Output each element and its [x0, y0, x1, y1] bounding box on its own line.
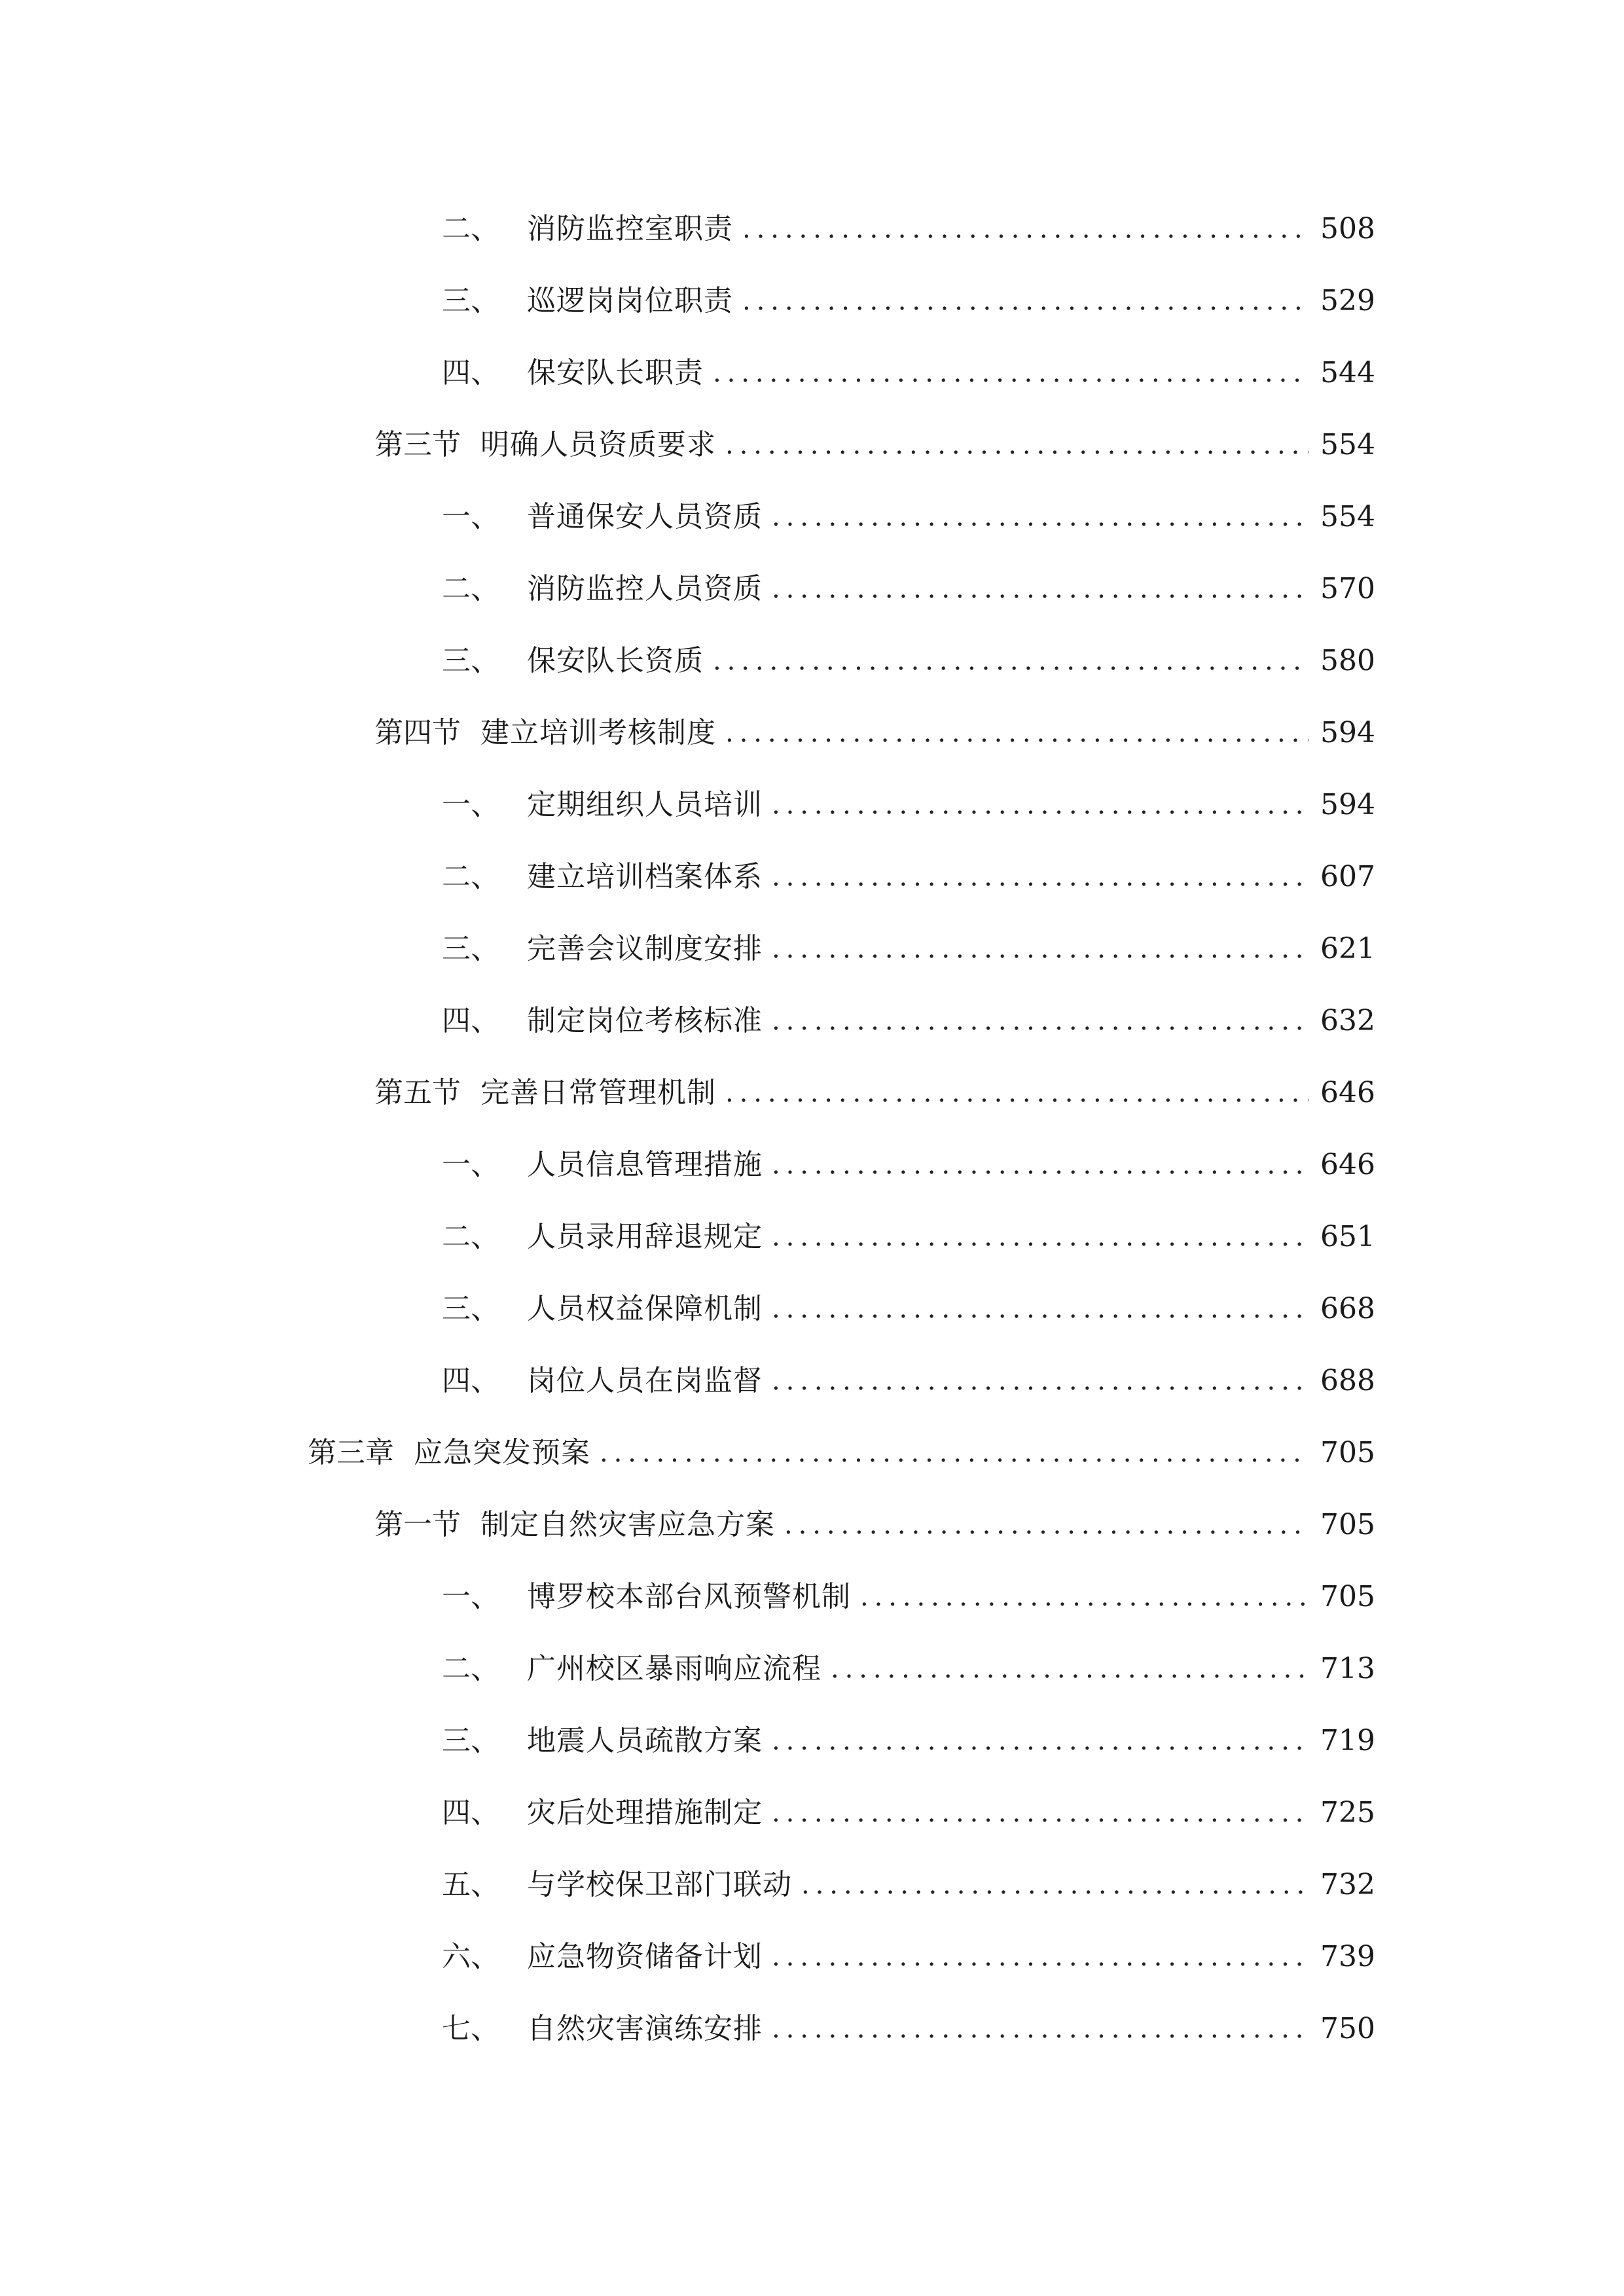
toc-entry-number: 一、 — [442, 788, 499, 821]
toc-entry[interactable] — [442, 1211, 1375, 1263]
toc-entry[interactable] — [442, 2003, 1375, 2055]
dot-leader — [772, 1139, 1308, 1191]
dot-leader — [725, 419, 1308, 471]
toc-entry[interactable] — [442, 1355, 1375, 1407]
toc-entry-number: 三、 — [442, 1292, 499, 1325]
toc-entry[interactable] — [442, 1139, 1375, 1191]
dot-leader — [801, 1859, 1308, 1911]
toc-entry-number: 七、 — [442, 2012, 499, 2045]
toc-entry-number: 六、 — [442, 1940, 499, 1973]
dot-leader — [772, 1211, 1308, 1263]
dot-leader — [772, 995, 1308, 1047]
toc-entry[interactable] — [442, 563, 1375, 615]
dot-leader — [772, 491, 1308, 543]
dot-leader — [772, 1355, 1308, 1407]
toc-entry[interactable] — [442, 1283, 1375, 1335]
toc-entry[interactable] — [442, 851, 1375, 903]
dot-leader — [784, 1499, 1308, 1551]
toc-entry-title: 地震人员疏散方案 — [527, 1724, 763, 1757]
toc-entry-page: 750 — [1320, 2012, 1375, 2045]
toc-entry-number: 第五节 — [374, 1076, 461, 1109]
toc-entry-page: 705 — [1320, 1436, 1375, 1469]
toc-entry[interactable] — [442, 1787, 1375, 1839]
toc-entry-title: 完善日常管理机制 — [480, 1076, 716, 1109]
toc-entry-title: 岗位人员在岗监督 — [527, 1364, 763, 1397]
toc-entry-page: 705 — [1320, 1508, 1375, 1541]
toc-entry-title: 消防监控人员资质 — [527, 572, 763, 605]
toc-entry-title: 保安队长职责 — [527, 356, 704, 389]
toc-entry-number: 五、 — [442, 1868, 499, 1901]
toc-entry[interactable] — [442, 1571, 1375, 1623]
toc-entry-number: 二、 — [442, 572, 499, 605]
toc-entry-title: 消防监控室职责 — [527, 212, 733, 245]
toc-entry[interactable] — [442, 1859, 1375, 1911]
toc-entry-page: 719 — [1320, 1724, 1375, 1757]
dot-leader — [772, 923, 1308, 975]
toc-entry[interactable] — [442, 347, 1375, 399]
toc-entry-page: 594 — [1320, 788, 1375, 821]
toc-entry-page: 529 — [1320, 284, 1375, 317]
toc-entry-title: 建立培训档案体系 — [527, 860, 763, 893]
toc-entry-title: 广州校区暴雨响应流程 — [527, 1652, 821, 1685]
toc-entry-number: 第四节 — [374, 716, 461, 749]
toc-entry-page: 646 — [1320, 1076, 1375, 1109]
toc-entry-page: 713 — [1320, 1652, 1375, 1685]
toc-entry-page: 570 — [1320, 572, 1375, 605]
dot-leader — [600, 1427, 1308, 1479]
dot-leader — [742, 203, 1308, 255]
dot-leader — [772, 2003, 1308, 2055]
toc-entry[interactable] — [374, 707, 1375, 759]
toc-entry-number: 三、 — [442, 1724, 499, 1757]
toc-entry-page: 632 — [1320, 1004, 1375, 1037]
dot-leader — [831, 1643, 1308, 1695]
toc-entry[interactable] — [374, 1499, 1375, 1551]
toc-entry-title: 定期组织人员培训 — [527, 788, 763, 821]
toc-entry-number: 二、 — [442, 212, 499, 245]
toc-entry[interactable] — [442, 635, 1375, 687]
toc-entry[interactable] — [442, 1715, 1375, 1767]
toc-entry-page: 580 — [1320, 644, 1375, 677]
toc-entry-page: 554 — [1320, 428, 1375, 461]
toc-entry-number: 二、 — [442, 860, 499, 893]
toc-entry-title: 应急突发预案 — [414, 1436, 590, 1469]
toc-entry-title: 完善会议制度安排 — [527, 932, 763, 965]
toc-entry-number: 一、 — [442, 500, 499, 533]
toc-entry-number: 四、 — [442, 1364, 499, 1397]
toc-entry-title: 保安队长资质 — [527, 644, 704, 677]
toc-entry-title: 人员录用辞退规定 — [527, 1220, 763, 1253]
toc-entry-number: 二、 — [442, 1220, 499, 1253]
toc-entry-number: 一、 — [442, 1148, 499, 1181]
toc-entry-number: 三、 — [442, 644, 499, 677]
toc-entry-page: 594 — [1320, 716, 1375, 749]
toc-entry-title: 自然灾害演练安排 — [527, 2012, 763, 2045]
toc-entry-page: 544 — [1320, 356, 1375, 389]
toc-entry-title: 与学校保卫部门联动 — [527, 1868, 792, 1901]
toc-entry-page: 668 — [1320, 1292, 1375, 1325]
toc-entry[interactable] — [442, 995, 1375, 1047]
toc-entry-number: 三、 — [442, 932, 499, 965]
toc-entry-page: 732 — [1320, 1868, 1375, 1901]
toc-entry-title: 建立培训考核制度 — [480, 716, 716, 749]
dot-leader — [713, 347, 1308, 399]
toc-entry-page: 651 — [1320, 1220, 1375, 1253]
toc-entry-title: 博罗校本部台风预警机制 — [527, 1580, 851, 1613]
toc-entry-title: 制定自然灾害应急方案 — [480, 1508, 775, 1541]
toc-entry-page: 554 — [1320, 500, 1375, 533]
toc-entry[interactable] — [442, 1931, 1375, 1983]
toc-entry-page: 607 — [1320, 860, 1375, 893]
dot-leader — [772, 1931, 1308, 1983]
dot-leader — [772, 1787, 1308, 1839]
toc-entry-number: 三、 — [442, 284, 499, 317]
toc-entry[interactable] — [442, 275, 1375, 327]
toc-entry-title: 人员权益保障机制 — [527, 1292, 763, 1325]
toc-entry-number: 一、 — [442, 1580, 499, 1613]
toc-entry-title: 明确人员资质要求 — [480, 428, 716, 461]
toc-entry-number: 第三章 — [308, 1436, 394, 1469]
toc-entry-page: 705 — [1320, 1580, 1375, 1613]
toc-entry-number: 第一节 — [374, 1508, 461, 1541]
toc-entry-title: 巡逻岗岗位职责 — [527, 284, 733, 317]
toc-entry-page: 725 — [1320, 1796, 1375, 1829]
dot-leader — [713, 635, 1308, 687]
toc-entry-number: 第三节 — [374, 428, 461, 461]
toc-entry-number: 四、 — [442, 1004, 499, 1037]
toc-entry[interactable] — [442, 779, 1375, 831]
dot-leader — [725, 707, 1308, 759]
dot-leader — [860, 1571, 1308, 1623]
dot-leader — [772, 779, 1308, 831]
toc-entry-page: 646 — [1320, 1148, 1375, 1181]
dot-leader — [772, 1715, 1308, 1767]
toc-entry-page: 739 — [1320, 1940, 1375, 1973]
dot-leader — [725, 1067, 1308, 1119]
toc-entry[interactable] — [442, 203, 1375, 255]
toc-entry[interactable] — [374, 419, 1375, 471]
toc-entry-page: 621 — [1320, 932, 1375, 965]
toc-entry-number: 二、 — [442, 1652, 499, 1685]
toc-entry[interactable] — [442, 491, 1375, 543]
dot-leader — [772, 1283, 1308, 1335]
toc-entry[interactable] — [374, 1067, 1375, 1119]
toc-entry-title: 人员信息管理措施 — [527, 1148, 763, 1181]
toc-entry[interactable] — [308, 1427, 1375, 1479]
toc-entry-page: 688 — [1320, 1364, 1375, 1397]
toc-entry-title: 应急物资储备计划 — [527, 1940, 763, 1973]
toc-entry-title: 普通保安人员资质 — [527, 500, 763, 533]
toc-entry[interactable] — [442, 1643, 1375, 1695]
dot-leader — [772, 851, 1308, 903]
toc-entry-title: 灾后处理措施制定 — [527, 1796, 763, 1829]
dot-leader — [742, 275, 1308, 327]
dot-leader — [772, 563, 1308, 615]
toc-entry-title: 制定岗位考核标准 — [527, 1004, 763, 1037]
toc-entry-number: 四、 — [442, 356, 499, 389]
toc-entry-page: 508 — [1320, 212, 1375, 245]
toc-entry[interactable] — [442, 923, 1375, 975]
toc-entry-number: 四、 — [442, 1796, 499, 1829]
